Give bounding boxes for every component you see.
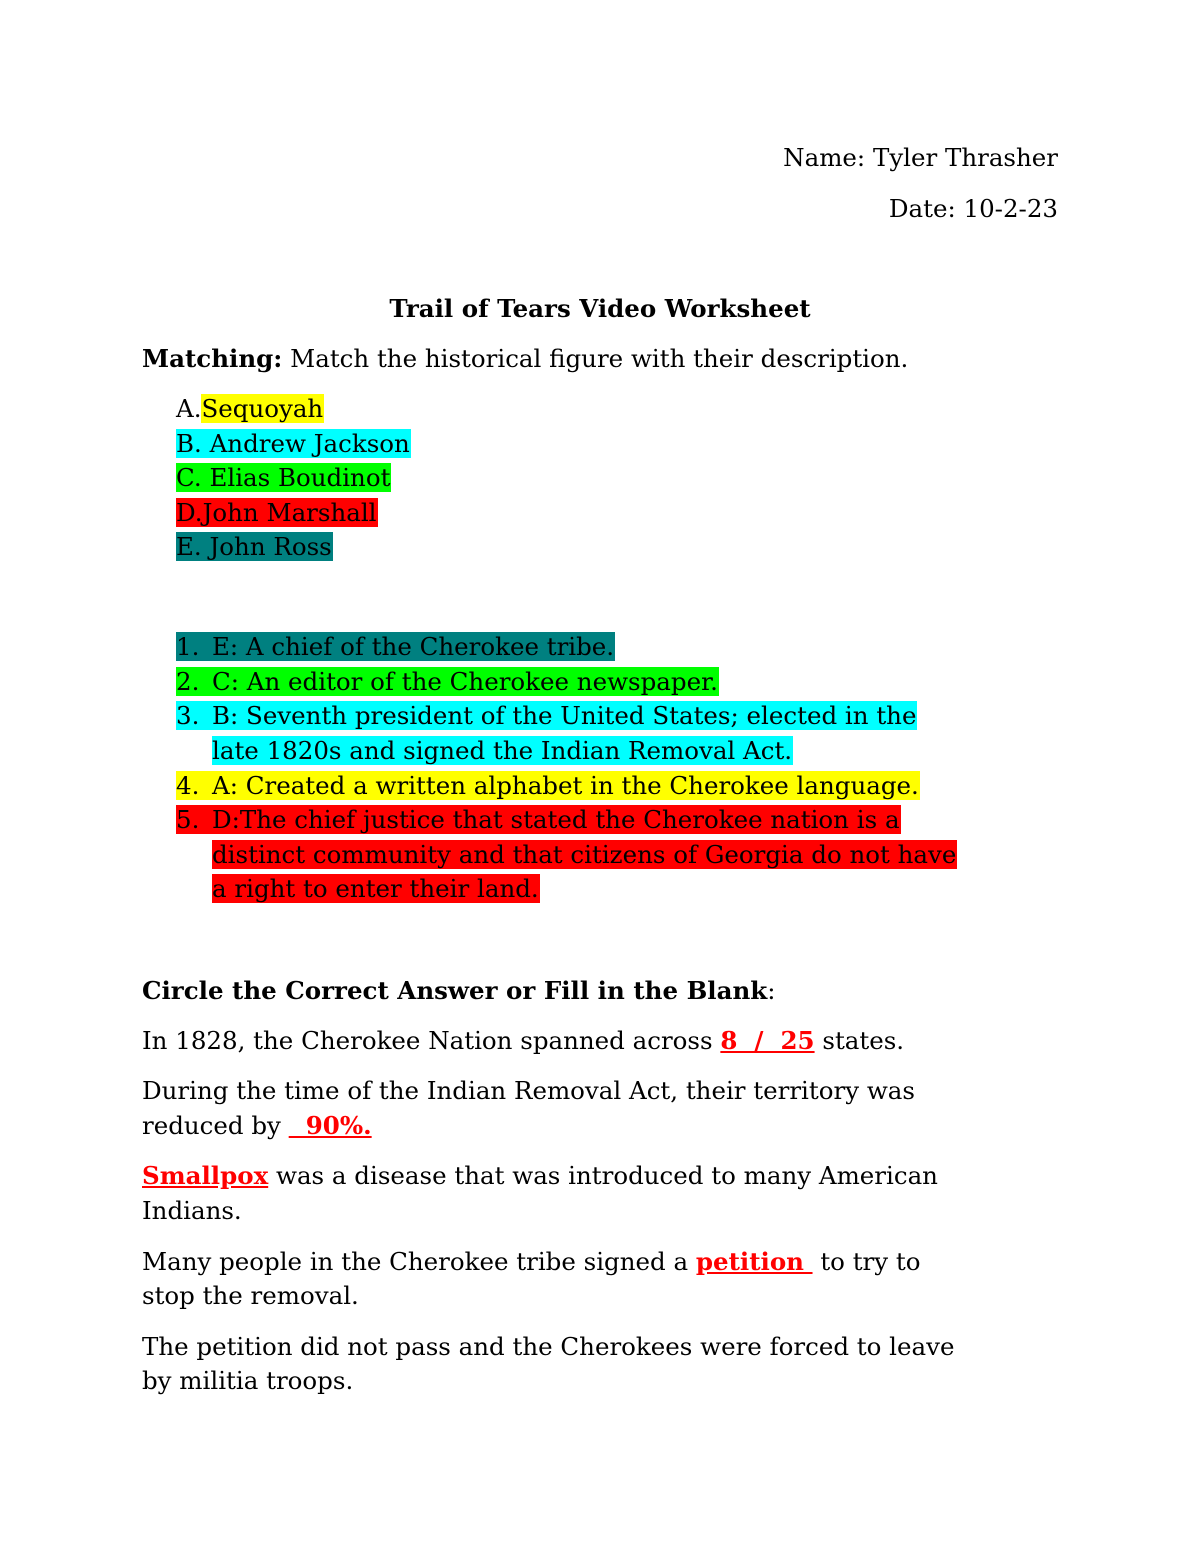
figure-letter: A. [176,394,202,423]
answer-item-3 [176,699,917,733]
answer-item-4 [176,769,920,803]
question-3-line-1: Smallpox was a disease that was introduced to many American [142,1161,938,1190]
answer-item-5-cont [212,838,957,872]
answer-text: distinct community and that citizens of Georgia do not have [212,840,957,869]
answer-item-5 [176,803,901,837]
answer-highlight [176,632,615,661]
statement-5-line-1: The petition did not pass and the Cherokees were forced to leave [142,1332,955,1361]
answer-text: A: Created a written alphabet in the Cherokee language. [212,771,919,800]
figure-name: Elias Boudinot [209,463,391,492]
figure-highlight [176,429,411,458]
question-4-line-2: stop the removal. [142,1281,359,1310]
answer-item-3-cont [212,734,793,768]
answer-blank-states: 8 / 25 [720,1026,815,1055]
figure-item-a [176,392,324,426]
matching-text: Match the historical figure with their description. [282,344,909,373]
answer-number: 5. [176,805,200,834]
figure-name: John Ross [209,532,332,561]
answer-text: E: A chief of the Cherokee tribe. [212,632,615,661]
figure-item-d [176,496,378,530]
figure-name: John Marshall [202,498,377,527]
figure-letter: D. [176,498,203,527]
figure-item-e [176,530,333,564]
answer-text: C: An editor of the Cherokee newspaper. [212,667,718,696]
answer-text: late 1820s and signed the Indian Removal Act. [212,736,793,765]
question-3-line-2: Indians. [142,1196,242,1225]
figure-letter: B. [176,429,202,458]
date-line: Date: 10-2-23 [888,194,1058,223]
answer-item-1 [176,630,615,664]
answer-highlight [176,771,920,800]
question-1: In 1828, the Cherokee Nation spanned across 8 / 25 states. [142,1026,905,1055]
figure-name: Andrew Jackson [209,429,410,458]
figure-letter: C. [176,463,202,492]
answer-number: 2. [176,667,200,696]
figure-item-c [176,461,391,495]
answer-number: 1. [176,632,200,661]
answer-text: a right to enter their land. [212,874,539,903]
fill-heading [142,974,776,1008]
figure-item-b [176,427,411,461]
answer-highlight [176,701,917,730]
answer-item-2 [176,665,719,699]
name-line: Name: Tyler Thrasher [783,143,1058,172]
question-2-line-2: reduced by 90%. [142,1111,372,1140]
answer-number: 3. [176,701,200,730]
fill-heading-colon: : [767,976,776,1005]
answer-blank-percent: 90%. [288,1111,372,1140]
matching-instruction [142,342,908,376]
answer-blank-petition: petition [695,1247,813,1276]
worksheet-title: Trail of Tears Video Worksheet [389,294,811,323]
question-4-line-1: Many people in the Cherokee tribe signed a petition to try to [142,1247,921,1276]
answer-number: 4. [176,771,200,800]
matching-label: Matching: [142,344,283,373]
answer-item-5-cont2 [212,872,540,906]
question-2-line-1: During the time of the Indian Removal Act, their territory was [142,1076,915,1105]
figure-highlight [176,532,333,561]
answer-text: D:The chief justice that stated the Cherokee nation is a [212,805,900,834]
answer-highlight [176,805,901,834]
answer-highlight [176,667,719,696]
figure-letter: E. [176,532,202,561]
figure-highlight [176,498,378,527]
figure-name: Sequoyah [201,394,324,423]
statement-5-line-2: by militia troops. [142,1366,354,1395]
answer-text: B: Seventh president of the United States; elected in the [212,701,917,730]
figure-highlight [176,463,391,492]
answer-blank-disease: Smallpox [142,1161,269,1190]
fill-heading-text: Circle the Correct Answer or Fill in the Blank [142,976,768,1005]
